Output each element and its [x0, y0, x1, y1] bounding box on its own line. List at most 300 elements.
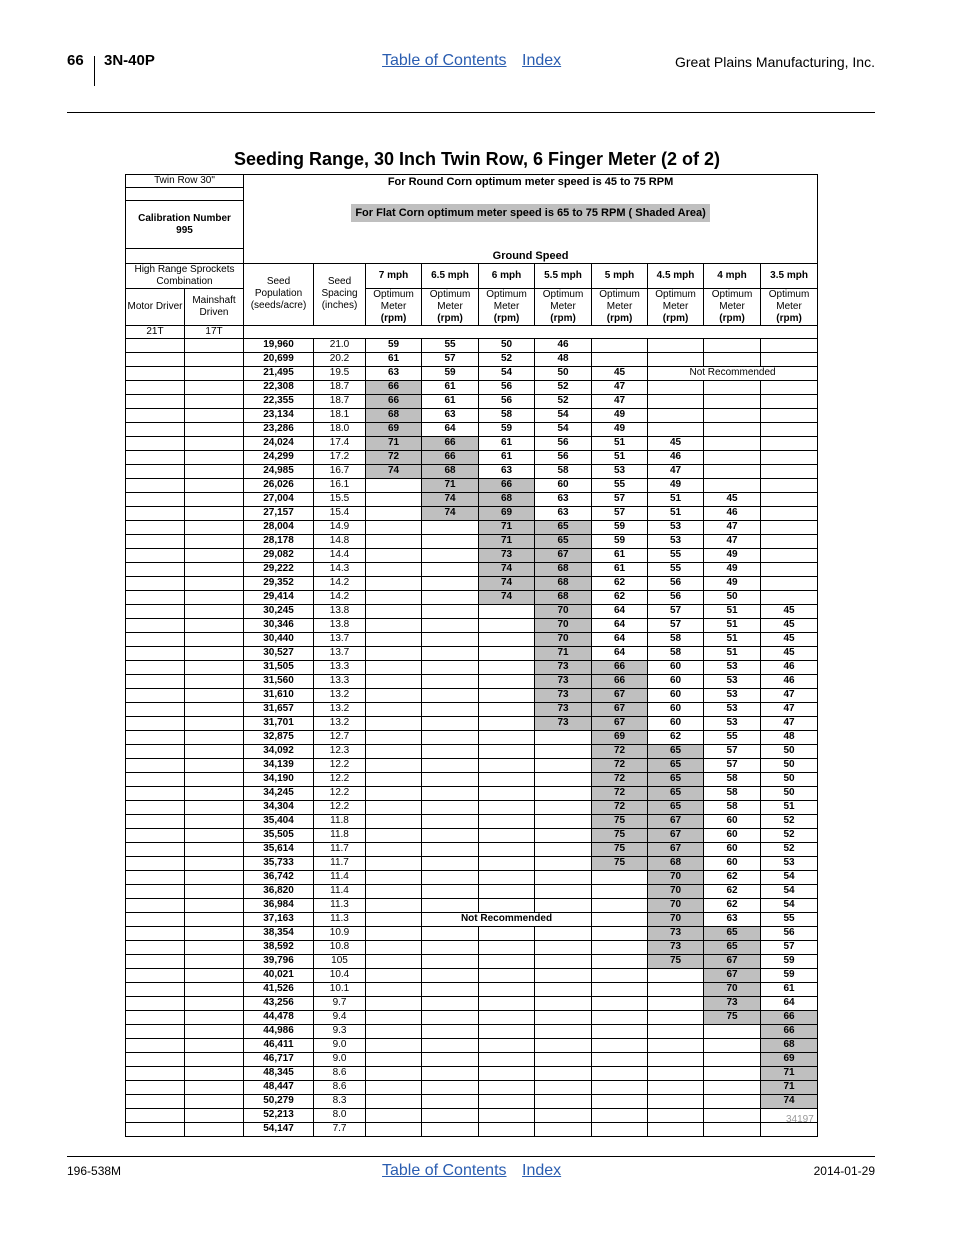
table-row — [126, 758, 818, 772]
rpm-cell: 50 — [761, 786, 818, 800]
rpm-cell — [592, 1024, 648, 1038]
seed-population-cell: 44,986 — [244, 1024, 314, 1038]
rpm-cell: 64 — [761, 996, 818, 1010]
rpm-cell: 56 — [761, 926, 818, 940]
optimum-meter-header — [761, 288, 818, 325]
rpm-cell — [422, 1080, 479, 1094]
rpm-cell — [422, 646, 479, 660]
table-row — [126, 548, 818, 562]
rpm-cell: 60 — [535, 478, 592, 492]
rpm-cell: 69 — [761, 1052, 818, 1066]
rpm-cell: 70 — [648, 884, 704, 898]
rpm-cell — [535, 1094, 592, 1108]
rpm-cell: 65 — [648, 772, 704, 786]
blank-cell — [185, 1066, 244, 1080]
rpm-cell: 73 — [704, 996, 761, 1010]
rpm-cell — [535, 1038, 592, 1052]
rpm-cell — [479, 814, 535, 828]
blank-cell — [185, 912, 244, 926]
rpm-cell: 61 — [422, 380, 479, 394]
rpm-cell — [366, 1038, 422, 1052]
rpm-cell — [422, 730, 479, 744]
seed-population-cell: 48,345 — [244, 1066, 314, 1080]
blank-cell — [126, 548, 185, 562]
rpm-cell: 51 — [704, 604, 761, 618]
rpm-cell: 49 — [648, 478, 704, 492]
rpm-cell — [366, 520, 422, 534]
rpm-cell: 55 — [704, 730, 761, 744]
rpm-cell — [535, 884, 592, 898]
rpm-cell: 70 — [535, 632, 592, 646]
rpm-cell — [704, 450, 761, 464]
rpm-cell — [366, 674, 422, 688]
rpm-cell — [648, 1080, 704, 1094]
optimum-meter-label: Optimum Meter — [542, 288, 584, 312]
rpm-cell — [422, 576, 479, 590]
seed-spacing-cell: 13.3 — [314, 660, 366, 674]
seed-population-cell: 31,610 — [244, 688, 314, 702]
table-row — [126, 436, 818, 450]
table-row — [126, 380, 818, 394]
rpm-cell — [479, 1122, 535, 1136]
seed-population-cell: 19,960 — [244, 338, 314, 352]
rpm-cell — [479, 660, 535, 674]
seed-population-cell: 24,024 — [244, 436, 314, 450]
rpm-cell: 73 — [535, 660, 592, 674]
not-recommended-label: Not Recommended — [648, 366, 818, 380]
rpm-cell: 58 — [535, 464, 592, 478]
blank-cell — [185, 954, 244, 968]
seed-spacing-cell: 13.8 — [314, 604, 366, 618]
rpm-cell — [422, 1108, 479, 1122]
rpm-cell: 66 — [592, 660, 648, 674]
rpm-cell: 65 — [648, 744, 704, 758]
table-row — [126, 898, 818, 912]
rpm-cell — [422, 884, 479, 898]
table-row — [126, 912, 818, 926]
blank-cell — [185, 1038, 244, 1052]
rpm-cell — [479, 702, 535, 716]
seed-spacing-cell: 12.2 — [314, 786, 366, 800]
publish-date: 2014-01-29 — [813, 1164, 875, 1178]
rpm-cell — [761, 464, 818, 478]
rpm-cell — [422, 786, 479, 800]
rpm-cell — [535, 968, 592, 982]
table-row — [126, 996, 818, 1010]
blank-cell — [126, 856, 185, 870]
rpm-cell: 51 — [648, 506, 704, 520]
rpm-cell: 47 — [761, 688, 818, 702]
rpm-cell — [592, 1066, 648, 1080]
rpm-cell — [592, 1080, 648, 1094]
blank-cell — [126, 534, 185, 548]
seed-population-cell: 30,346 — [244, 618, 314, 632]
rpm-cell — [535, 800, 592, 814]
rpm-cell — [479, 618, 535, 632]
seed-spacing-cell: 21.0 — [314, 338, 366, 352]
rpm-cell — [479, 856, 535, 870]
rpm-cell — [479, 828, 535, 842]
seed-population-cell: 38,592 — [244, 940, 314, 954]
seed-spacing-cell: 18.0 — [314, 422, 366, 436]
rpm-cell: 65 — [535, 534, 592, 548]
table-row — [126, 1066, 818, 1080]
seed-population-cell: 35,505 — [244, 828, 314, 842]
rpm-cell — [366, 1066, 422, 1080]
table-row — [126, 968, 818, 982]
rpm-cell — [535, 814, 592, 828]
blank-cell — [126, 814, 185, 828]
speed-header: 5 mph — [592, 263, 648, 288]
rpm-cell: 54 — [535, 408, 592, 422]
rpm-cell — [422, 940, 479, 954]
table-row — [126, 982, 818, 996]
rpm-cell — [479, 646, 535, 660]
rpm-cell — [704, 1066, 761, 1080]
seed-spacing-cell: 17.4 — [314, 436, 366, 450]
rpm-cell: 53 — [592, 464, 648, 478]
rpm-label: (rpm) — [380, 312, 407, 324]
seed-population-cell: 43,256 — [244, 996, 314, 1010]
rpm-cell: 56 — [535, 450, 592, 464]
optimum-meter-header — [366, 288, 422, 325]
rpm-cell: 45 — [592, 366, 648, 380]
rpm-cell: 49 — [592, 408, 648, 422]
rpm-cell: 65 — [535, 520, 592, 534]
blank-cell — [185, 352, 244, 366]
rpm-cell: 59 — [592, 534, 648, 548]
rpm-cell: 56 — [479, 380, 535, 394]
blank-cell — [126, 464, 185, 478]
rpm-cell: 62 — [592, 590, 648, 604]
rpm-cell: 46 — [704, 506, 761, 520]
seed-spacing-cell: 11.4 — [314, 870, 366, 884]
blank-cell — [126, 506, 185, 520]
rpm-cell: 74 — [422, 506, 479, 520]
index-link-bottom[interactable]: Index — [522, 1162, 562, 1179]
blank-cell — [126, 674, 185, 688]
rpm-cell: 66 — [366, 380, 422, 394]
seed-spacing-cell: 18.1 — [314, 408, 366, 422]
rpm-cell: 53 — [704, 702, 761, 716]
blank-cell — [185, 338, 244, 352]
rpm-cell — [479, 800, 535, 814]
rpm-cell: 72 — [592, 758, 648, 772]
blank-cell — [185, 464, 244, 478]
rpm-cell — [761, 548, 818, 562]
seed-spacing-cell: 105 — [314, 954, 366, 968]
table-row — [126, 1024, 818, 1038]
optimum-meter-header — [479, 288, 535, 325]
rpm-cell: 68 — [761, 1038, 818, 1052]
rpm-cell: 45 — [761, 604, 818, 618]
blank-cell — [126, 1038, 185, 1052]
seed-population-cell: 37,163 — [244, 912, 314, 926]
optimum-meter-header — [648, 288, 704, 325]
rpm-cell — [535, 982, 592, 996]
blank-cell — [185, 520, 244, 534]
rpm-cell: 61 — [479, 450, 535, 464]
rpm-cell: 57 — [704, 744, 761, 758]
rpm-cell — [479, 1094, 535, 1108]
rpm-cell — [422, 632, 479, 646]
rpm-cell: 67 — [704, 954, 761, 968]
sprockets-label: High Range Sprockets Combination — [126, 263, 244, 288]
rpm-cell — [761, 534, 818, 548]
table-row — [126, 338, 818, 352]
rpm-cell: 73 — [535, 716, 592, 730]
blank-cell — [185, 562, 244, 576]
rpm-cell — [761, 450, 818, 464]
seed-population-cell: 29,352 — [244, 576, 314, 590]
rpm-cell: 68 — [535, 590, 592, 604]
rpm-cell: 72 — [592, 744, 648, 758]
rpm-cell — [422, 856, 479, 870]
rpm-cell: 53 — [704, 660, 761, 674]
flat-corn-note: For Flat Corn optimum meter speed is 65 to 75 RPM ( Shaded Area) — [351, 204, 709, 222]
table-row — [126, 674, 818, 688]
rpm-cell: 54 — [761, 898, 818, 912]
rpm-cell — [535, 954, 592, 968]
seed-spacing-cell: 20.2 — [314, 352, 366, 366]
mainshaft-driven-header: Mainshaft Driven — [185, 288, 244, 325]
blank-cell — [126, 492, 185, 506]
rpm-cell — [422, 548, 479, 562]
rpm-cell: 45 — [761, 632, 818, 646]
seed-spacing-cell: 9.3 — [314, 1024, 366, 1038]
rpm-cell: 62 — [704, 884, 761, 898]
blank-cell — [126, 912, 185, 926]
round-corn-note: For Round Corn optimum meter speed is 45 to 75 RPM — [387, 176, 674, 188]
table-row — [126, 660, 818, 674]
rpm-label: (rpm) — [493, 312, 520, 324]
page-number: 66 — [67, 52, 84, 69]
blank-cell — [185, 1122, 244, 1136]
rpm-cell: 55 — [648, 548, 704, 562]
rpm-cell — [366, 1108, 422, 1122]
seed-population-cell: 36,742 — [244, 870, 314, 884]
rpm-cell — [422, 604, 479, 618]
rpm-cell: 55 — [592, 478, 648, 492]
rpm-cell — [366, 1010, 422, 1024]
table-row — [126, 366, 818, 380]
table-row — [126, 1080, 818, 1094]
rpm-cell: 47 — [704, 534, 761, 548]
rpm-cell: 53 — [648, 520, 704, 534]
seed-spacing-cell: 13.8 — [314, 618, 366, 632]
table-row — [126, 800, 818, 814]
seed-population-cell: 23,286 — [244, 422, 314, 436]
rpm-cell: 73 — [535, 674, 592, 688]
rpm-cell: 60 — [704, 856, 761, 870]
rpm-label: (rpm) — [606, 312, 633, 324]
rpm-cell — [366, 786, 422, 800]
rpm-cell — [366, 744, 422, 758]
footer-rule — [67, 1156, 875, 1157]
rpm-cell — [366, 954, 422, 968]
rpm-cell — [761, 380, 818, 394]
rpm-cell: 74 — [479, 590, 535, 604]
rpm-cell: 45 — [761, 618, 818, 632]
seed-population-cell: 34,245 — [244, 786, 314, 800]
table-row — [126, 1108, 818, 1122]
seed-population-cell: 46,717 — [244, 1052, 314, 1066]
rpm-cell — [535, 1080, 592, 1094]
rpm-cell: 74 — [422, 492, 479, 506]
rpm-cell: 49 — [704, 548, 761, 562]
rpm-cell — [648, 1038, 704, 1052]
rpm-cell — [422, 1066, 479, 1080]
seed-population-cell: 35,404 — [244, 814, 314, 828]
blank-cell — [126, 338, 185, 352]
rpm-cell — [535, 730, 592, 744]
rpm-cell: 65 — [648, 800, 704, 814]
index-link-top[interactable]: Index — [522, 52, 562, 69]
rpm-cell: 56 — [479, 394, 535, 408]
seed-population-cell: 31,505 — [244, 660, 314, 674]
rpm-cell — [648, 1094, 704, 1108]
rpm-cell: 47 — [704, 520, 761, 534]
table-row — [126, 450, 818, 464]
rpm-cell — [648, 422, 704, 436]
rpm-cell — [366, 940, 422, 954]
seed-spacing-cell: 8.3 — [314, 1094, 366, 1108]
rpm-cell: 62 — [592, 576, 648, 590]
rpm-cell — [761, 492, 818, 506]
seed-population-cell: 38,354 — [244, 926, 314, 940]
seed-population-cell: 44,478 — [244, 1010, 314, 1024]
rpm-cell: 63 — [704, 912, 761, 926]
rpm-cell: 51 — [704, 646, 761, 660]
rpm-cell — [479, 884, 535, 898]
seed-spacing-cell: 9.0 — [314, 1038, 366, 1052]
table-row — [126, 590, 818, 604]
calibration-number: 995 — [176, 224, 193, 236]
rpm-cell — [479, 1108, 535, 1122]
blank-cell — [126, 702, 185, 716]
rpm-cell: 72 — [366, 450, 422, 464]
blank-cell — [126, 744, 185, 758]
seed-population-cell: 20,699 — [244, 352, 314, 366]
rpm-cell: 67 — [648, 842, 704, 856]
blank-cell — [126, 660, 185, 674]
rpm-cell — [648, 408, 704, 422]
table-row — [126, 884, 818, 898]
rpm-cell — [704, 352, 761, 366]
blank-cell — [185, 1108, 244, 1122]
rpm-cell: 64 — [592, 646, 648, 660]
seed-spacing-cell: 9.7 — [314, 996, 366, 1010]
header-rule — [67, 112, 875, 113]
rpm-cell: 70 — [648, 898, 704, 912]
seed-spacing-cell: 11.7 — [314, 842, 366, 856]
blank-cell — [126, 562, 185, 576]
toc-link-top[interactable]: Table of Contents — [382, 52, 507, 69]
rpm-cell: 70 — [648, 912, 704, 926]
seed-spacing-cell: 9.4 — [314, 1010, 366, 1024]
rpm-cell: 75 — [704, 1010, 761, 1024]
rpm-cell — [366, 702, 422, 716]
optimum-meter-label: Optimum Meter — [486, 288, 527, 312]
motor-driver-value: 21T — [126, 325, 185, 338]
rpm-cell: 59 — [479, 422, 535, 436]
rpm-cell: 64 — [592, 618, 648, 632]
optimum-meter-label: Optimum Meter — [599, 288, 640, 312]
rpm-cell: 71 — [479, 520, 535, 534]
rpm-cell — [422, 772, 479, 786]
optimum-meter-label: Optimum Meter — [373, 288, 414, 312]
blank-cell — [126, 898, 185, 912]
rpm-cell — [422, 534, 479, 548]
rpm-cell: 50 — [479, 338, 535, 352]
seed-population-header: Seed Population (seeds/acre) — [244, 263, 314, 325]
table-row — [126, 576, 818, 590]
rpm-cell — [366, 660, 422, 674]
blank-cell — [185, 646, 244, 660]
ground-speed-label: Ground Speed — [244, 249, 818, 264]
rpm-cell: 58 — [704, 786, 761, 800]
motor-driver-header: Motor Driver — [126, 288, 185, 325]
rpm-cell — [366, 604, 422, 618]
rpm-cell: 58 — [648, 646, 704, 660]
rpm-cell — [704, 1052, 761, 1066]
seed-spacing-cell: 19.5 — [314, 366, 366, 380]
rpm-cell: 50 — [761, 758, 818, 772]
rpm-cell — [761, 394, 818, 408]
blank-cell — [185, 366, 244, 380]
rpm-cell — [479, 688, 535, 702]
rpm-cell: 71 — [479, 534, 535, 548]
rpm-cell: 62 — [704, 898, 761, 912]
rpm-cell: 72 — [592, 800, 648, 814]
rpm-cell: 57 — [422, 352, 479, 366]
rpm-cell: 51 — [761, 800, 818, 814]
rpm-cell — [535, 1052, 592, 1066]
rpm-cell — [366, 996, 422, 1010]
seed-population-cell: 27,004 — [244, 492, 314, 506]
seed-population-cell: 29,414 — [244, 590, 314, 604]
rpm-cell — [366, 1080, 422, 1094]
rpm-cell — [648, 1052, 704, 1066]
toc-link-bottom[interactable]: Table of Contents — [382, 1162, 507, 1179]
rpm-cell: 59 — [422, 366, 479, 380]
blank-cell — [185, 380, 244, 394]
rpm-cell — [592, 870, 648, 884]
rpm-cell — [592, 996, 648, 1010]
seed-spacing-cell: 14.2 — [314, 576, 366, 590]
table-row — [126, 408, 818, 422]
seed-spacing-cell: 11.7 — [314, 856, 366, 870]
rpm-cell — [422, 716, 479, 730]
rpm-cell — [366, 870, 422, 884]
blank-cell — [126, 249, 244, 264]
seed-population-cell: 24,299 — [244, 450, 314, 464]
rpm-cell: 50 — [535, 366, 592, 380]
seed-population-cell: 34,304 — [244, 800, 314, 814]
table-row — [126, 730, 818, 744]
rpm-cell: 45 — [761, 646, 818, 660]
seed-spacing-cell: 14.8 — [314, 534, 366, 548]
blank-cell — [185, 548, 244, 562]
rpm-cell: 71 — [761, 1080, 818, 1094]
table-row — [126, 870, 818, 884]
rpm-cell — [761, 352, 818, 366]
table-row — [126, 422, 818, 436]
rpm-cell — [592, 982, 648, 996]
rpm-cell: 62 — [704, 870, 761, 884]
seed-population-cell: 46,411 — [244, 1038, 314, 1052]
seed-population-cell: 21,495 — [244, 366, 314, 380]
